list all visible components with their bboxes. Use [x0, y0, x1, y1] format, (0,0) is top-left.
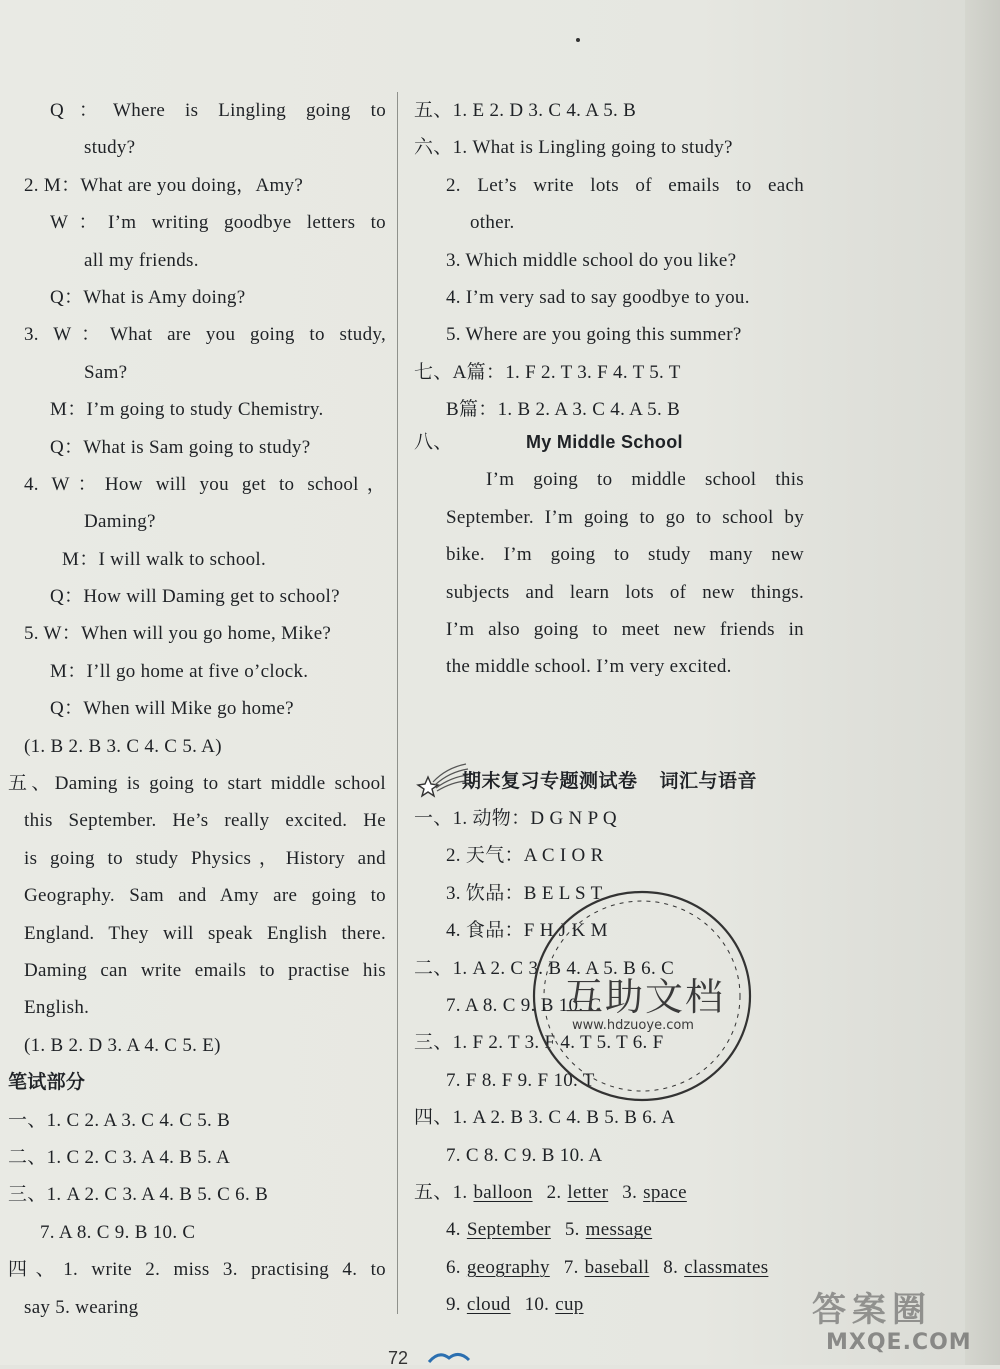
stamp-url: www.hdzuoye.com: [572, 1018, 694, 1033]
footer-decoration-icon: [425, 1346, 473, 1365]
vocab-word: cup: [555, 1294, 584, 1316]
dot-icon: [576, 38, 580, 42]
answer-line: all my friends.: [84, 249, 199, 271]
vocab-number: 5.: [564, 1219, 580, 1241]
answer-line: 3. W：What are you going to study,: [24, 324, 386, 346]
answer-line: Sam?: [84, 361, 128, 383]
answer-line: (1. B 2. D 3. A 4. C 5. E): [24, 1034, 221, 1056]
section-title-main: 期末复习专题测试卷: [462, 770, 638, 792]
answer-line: 四、1. A 2. B 3. C 4. B 5. B 6. A: [414, 1107, 676, 1129]
answer-line: this September. He’s really excited. He: [24, 810, 386, 832]
answer-line: 4. 食品：F H J K M: [446, 920, 608, 942]
vocab-word: geography: [466, 1256, 550, 1278]
answer-line: Q：Where is Lingling going to: [50, 100, 386, 121]
vocab-word: balloon: [473, 1182, 533, 1203]
watermark-url: MXQE.COM: [826, 1330, 972, 1355]
answer-line: 2. Let’s write lots of emails to each: [446, 174, 804, 196]
answer-line: Daming can write emails to practise his: [24, 959, 386, 981]
answer-line: Daming?: [84, 511, 156, 533]
section-title-sub: 词汇与语音: [659, 770, 758, 792]
watermark-logo: 答案圈: [812, 1290, 932, 1330]
answer-line: 笔试部分: [8, 1072, 86, 1094]
answer-line: Q：What is Amy doing?: [50, 286, 246, 308]
essay-body: [414, 461, 804, 685]
essay-line: September. I’m going to go to school by: [446, 506, 804, 528]
page-edge: [965, 0, 1000, 1365]
section-title-text: [462, 766, 757, 793]
answer-line: other.: [470, 212, 515, 234]
answer-line: 五、1. E 2. D 3. C 4. A 5. B: [414, 100, 637, 121]
answer-line: 5. Where are you going this summer?: [446, 324, 742, 346]
answer-line: Q：What is Sam going to study?: [50, 436, 311, 458]
vocab-number: 9.: [446, 1294, 461, 1316]
answer-line: Q：How will Daming get to school?: [50, 586, 340, 608]
answer-line: 四、1. write 2. miss 3. practising 4. to: [8, 1259, 386, 1281]
answer-line: 7. A 8. C 9. B 10. C: [40, 1221, 196, 1243]
essay-line: I’m going to middle school this: [486, 469, 804, 491]
answer-line: 二、1. C 2. C 3. A 4. B 5. A: [8, 1146, 231, 1168]
vocab-answers: [414, 1174, 804, 1324]
vocab-number: 1.: [452, 1182, 468, 1203]
vocab-line: [414, 1249, 804, 1286]
answer-line: 2. 天气：A C I O R: [446, 845, 604, 867]
answer-line: study?: [84, 137, 136, 159]
vocab-word: September: [466, 1219, 551, 1241]
vocab-line: [414, 1211, 804, 1248]
vocab-word: message: [585, 1219, 653, 1241]
vocab-word: cloud: [466, 1294, 511, 1316]
answer-line: Geography. Sam and Amy are going to: [24, 885, 386, 907]
essay-line: subjects and learn lots of new things.: [446, 581, 804, 603]
vocab-number: 10.: [524, 1294, 550, 1316]
answer-line: England. They will speak English there.: [24, 922, 386, 944]
essay-label: 八、: [414, 432, 453, 453]
essay-line: the middle school. I’m very excited.: [446, 656, 732, 678]
essay-title: My Middle School: [526, 432, 683, 452]
answer-line: 4. W：How will you get to school，: [24, 473, 386, 495]
answer-line: 7. F 8. F 9. F 10. T: [446, 1069, 595, 1091]
vocab-word: baseball: [584, 1256, 650, 1278]
answer-line: 一、1. 动物：D G N P Q: [414, 808, 617, 829]
vocab-word: space: [643, 1182, 687, 1203]
answer-line: M：I’ll go home at five o’clock.: [50, 660, 309, 682]
answer-line: 2. M：What are you doing，Amy?: [24, 174, 304, 196]
vocab-word: classmates: [684, 1256, 769, 1278]
vocab-number: 4.: [446, 1219, 461, 1241]
answer-line: B篇：1. B 2. A 3. C 4. A 5. B: [446, 399, 681, 421]
vocab-number: 2.: [546, 1182, 562, 1203]
vocab-number: 3.: [622, 1182, 638, 1203]
vocab-number: 6.: [446, 1256, 461, 1278]
answer-line: (1. B 2. B 3. C 4. C 5. A): [24, 735, 222, 757]
answer-line: 5. W：When will you go home, Mike?: [24, 623, 332, 645]
answer-line: 7. C 8. C 9. B 10. A: [446, 1144, 603, 1166]
answer-line: 六、1. What is Lingling going to study?: [414, 137, 733, 159]
essay-line: bike. I’m going to study many new: [446, 544, 804, 566]
right-column-top: [414, 92, 804, 429]
answer-line: 3. 饮品：B E L S T: [446, 882, 603, 904]
essay-section: [414, 424, 804, 686]
answer-line: 7. A 8. C 9. B 10. C: [446, 994, 602, 1016]
answer-line: 七、A篇：1. F 2. T 3. F 4. T 5. T: [414, 361, 681, 383]
stamp-title: 互助文档: [564, 975, 725, 1019]
answer-line: 三、1. A 2. C 3. A 4. B 5. C 6. B: [8, 1184, 269, 1206]
vocab-word: letter: [567, 1182, 609, 1203]
vocab-line: [414, 1286, 804, 1323]
vocab-number: 7.: [563, 1256, 579, 1278]
answer-line: W：I’m writing goodbye letters to: [50, 212, 386, 234]
answer-line: English.: [24, 997, 90, 1019]
answer-line: is going to study Physics，History and: [24, 847, 386, 869]
column-divider: [397, 92, 398, 1314]
answer-line: 一、1. C 2. A 3. C 4. C 5. B: [8, 1109, 231, 1131]
answer-line: 二、1. A 2. C 3. B 4. A 5. B 6. C: [414, 957, 675, 979]
essay-line: I’m also going to meet new friends in: [446, 618, 804, 640]
left-column: [8, 92, 386, 1326]
answer-line: 4. I’m very sad to say goodbye to you.: [446, 286, 750, 308]
vocab-number: 8.: [663, 1256, 679, 1278]
section-title: [414, 760, 814, 800]
answer-line: say 5. wearing: [24, 1296, 139, 1318]
page-number: 72: [388, 1348, 409, 1368]
vocab-section-label: 五、: [414, 1182, 453, 1203]
vocab-line: [414, 1174, 804, 1211]
answer-line: Q：When will Mike go home?: [50, 698, 294, 720]
answer-line: M：I’m going to study Chemistry.: [50, 399, 324, 421]
answer-line: 3. Which middle school do you like?: [446, 249, 737, 271]
answer-line: 五、Daming is going to start middle school: [8, 773, 386, 795]
answer-line: M：I will walk to school.: [62, 548, 267, 570]
essay-heading: [414, 424, 804, 461]
answer-line: 三、1. F 2. T 3. F 4. T 5. T 6. F: [414, 1032, 664, 1054]
